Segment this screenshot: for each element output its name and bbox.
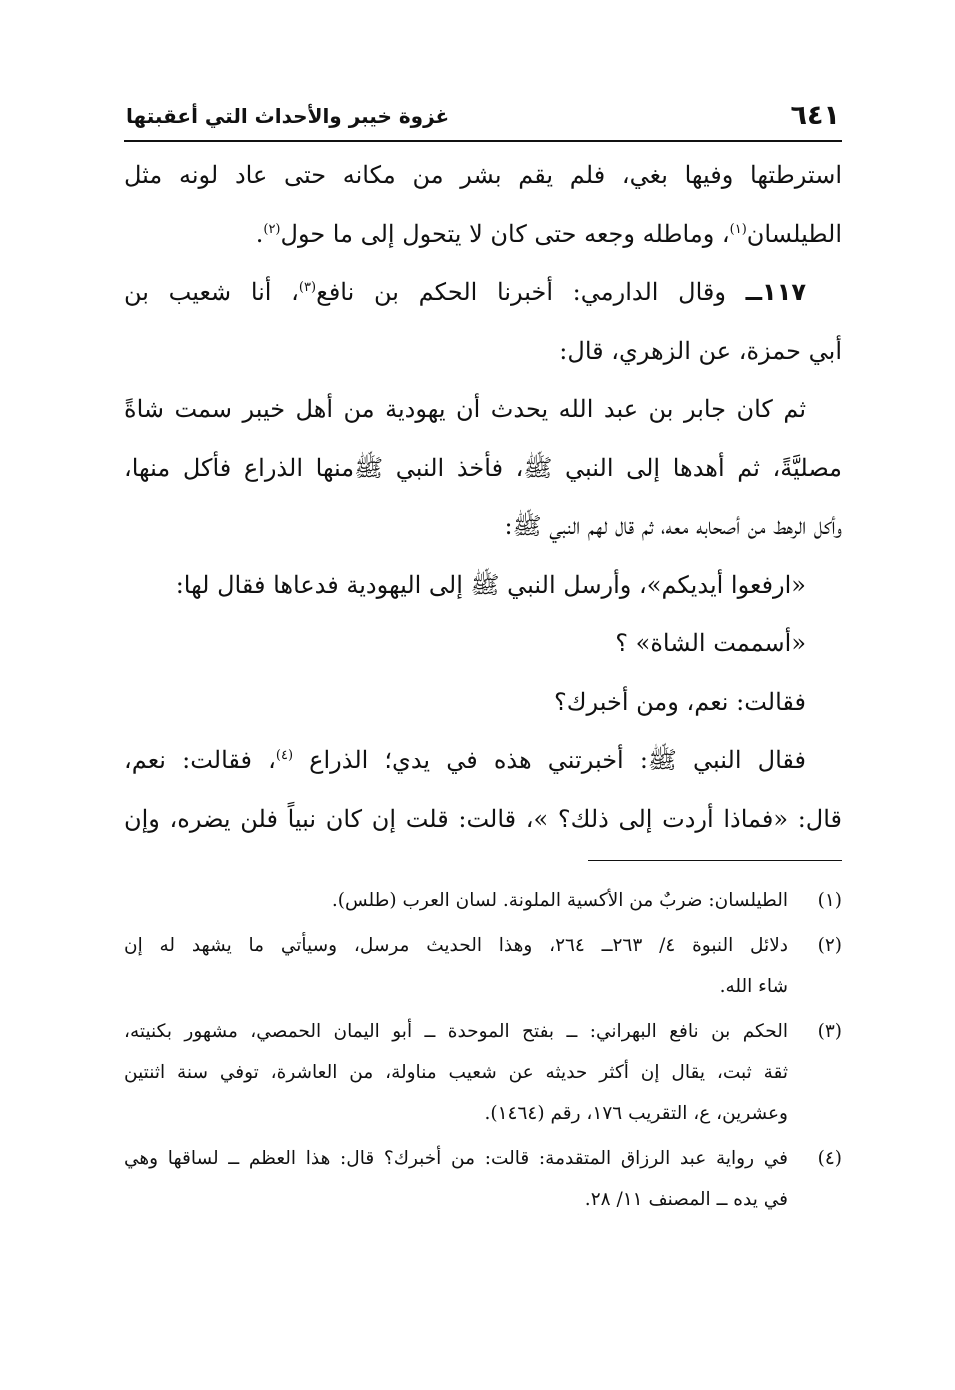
text-line: فقالت: نعم، ومن أخبرك؟ <box>554 687 806 716</box>
footnote: (٢) دلائل النبوة ٤/ ٢٦٣ــ ٢٦٤، وهذا الحديث مرسل، وسيأتي ما يشهد له إن شاء الله. <box>124 925 842 1007</box>
text-line: وأكل الرهط من أصحابه معه، ثم قال لهم النبي ﷺ: <box>504 512 842 540</box>
text-line: مصليَّةً، ثم أهدها إلى النبي ﷺ، فأخذ النبي ﷺمنها الذراع فأكل منها، <box>124 453 842 482</box>
text-line: استرطتها وفيها بغي، فلم يقم بشر من مكانه حتى عاد لونه مثل <box>124 161 842 189</box>
text-line: الطيلسان$^{(١)}$، وماطله وجعه حتى كان لا يتحول إلى ما حول$^{(٢)}$. <box>255 219 842 248</box>
text-line: ١١٧ــ وقال الدارمي: أخبرنا الحكم بن نافع$^{(٣)}$، أنا شعيب بن <box>124 278 806 306</box>
footnote-ref: (١) <box>729 221 747 237</box>
running-title: غزوة خيبر والأحداث التي أعقبتها <box>126 104 450 128</box>
main-text <box>124 146 842 848</box>
footnote-number: (٤) <box>817 1148 842 1169</box>
footnotes <box>124 880 842 1224</box>
footnote: (٤) في رواية عبد الرزاق المتقدمة: قالت: من أخبرك؟ قال: هذا العظم ــ لساقها وهي في يده ــ المصنف ١١/ ٢٨. <box>124 1138 842 1220</box>
footnote-ref: (٢) <box>263 221 281 237</box>
text-line: أبي حمزة، عن الزهري، قال: <box>559 336 842 365</box>
text-line: «ارفعوا أيديكم»، وأرسل النبي ﷺ إلى اليهودية فدعاها فقال لها: <box>175 570 806 599</box>
text-line: قال: «فماذا أردت إلى ذلك؟ »، قالت: قلت إن كان نبياً فلن يضره، وإن <box>124 804 842 833</box>
footnote-number: (٣) <box>817 1021 842 1042</box>
text-line: ثم كان جابر بن عبد الله يحدث أن يهودية من أهل خيبر سمت شاةً <box>124 395 806 423</box>
text-line: فقال النبي ﷺ: أخبرتني هذه في يدي؛ الذراع $^{(٤)}$، فقالت: نعم، <box>124 746 806 774</box>
footnote-number: (١) <box>817 890 842 911</box>
footnote-number: (٢) <box>817 935 842 956</box>
footnote-separator <box>588 860 842 861</box>
hadith-number: ١١٧ــ <box>745 278 806 306</box>
page-header <box>124 96 842 142</box>
footnote: (٣) الحكم بن نافع البهراني: ــ بفتح الموحدة ــ أبو اليمان الحمصي، مشهور بكنيته، ثقة ثبت، يقال إن أكثر حديثه عن شعيب مناولة، من العاشرة، توفي سنة اثنتين وعشرين، ع، التقريب ١٧٦، رقم (١٤٦٤). <box>124 1011 842 1134</box>
page-number: ٦٤١ <box>790 100 840 131</box>
footnote-ref: (٤) <box>275 748 294 763</box>
footnote: (١) الطيلسان: ضربٌ من الأكسية الملونة. لسان العرب (طلس). <box>124 880 842 921</box>
footnote-ref: (٣) <box>298 280 317 295</box>
text-line: «أسممت الشاة» ؟ <box>615 629 806 657</box>
